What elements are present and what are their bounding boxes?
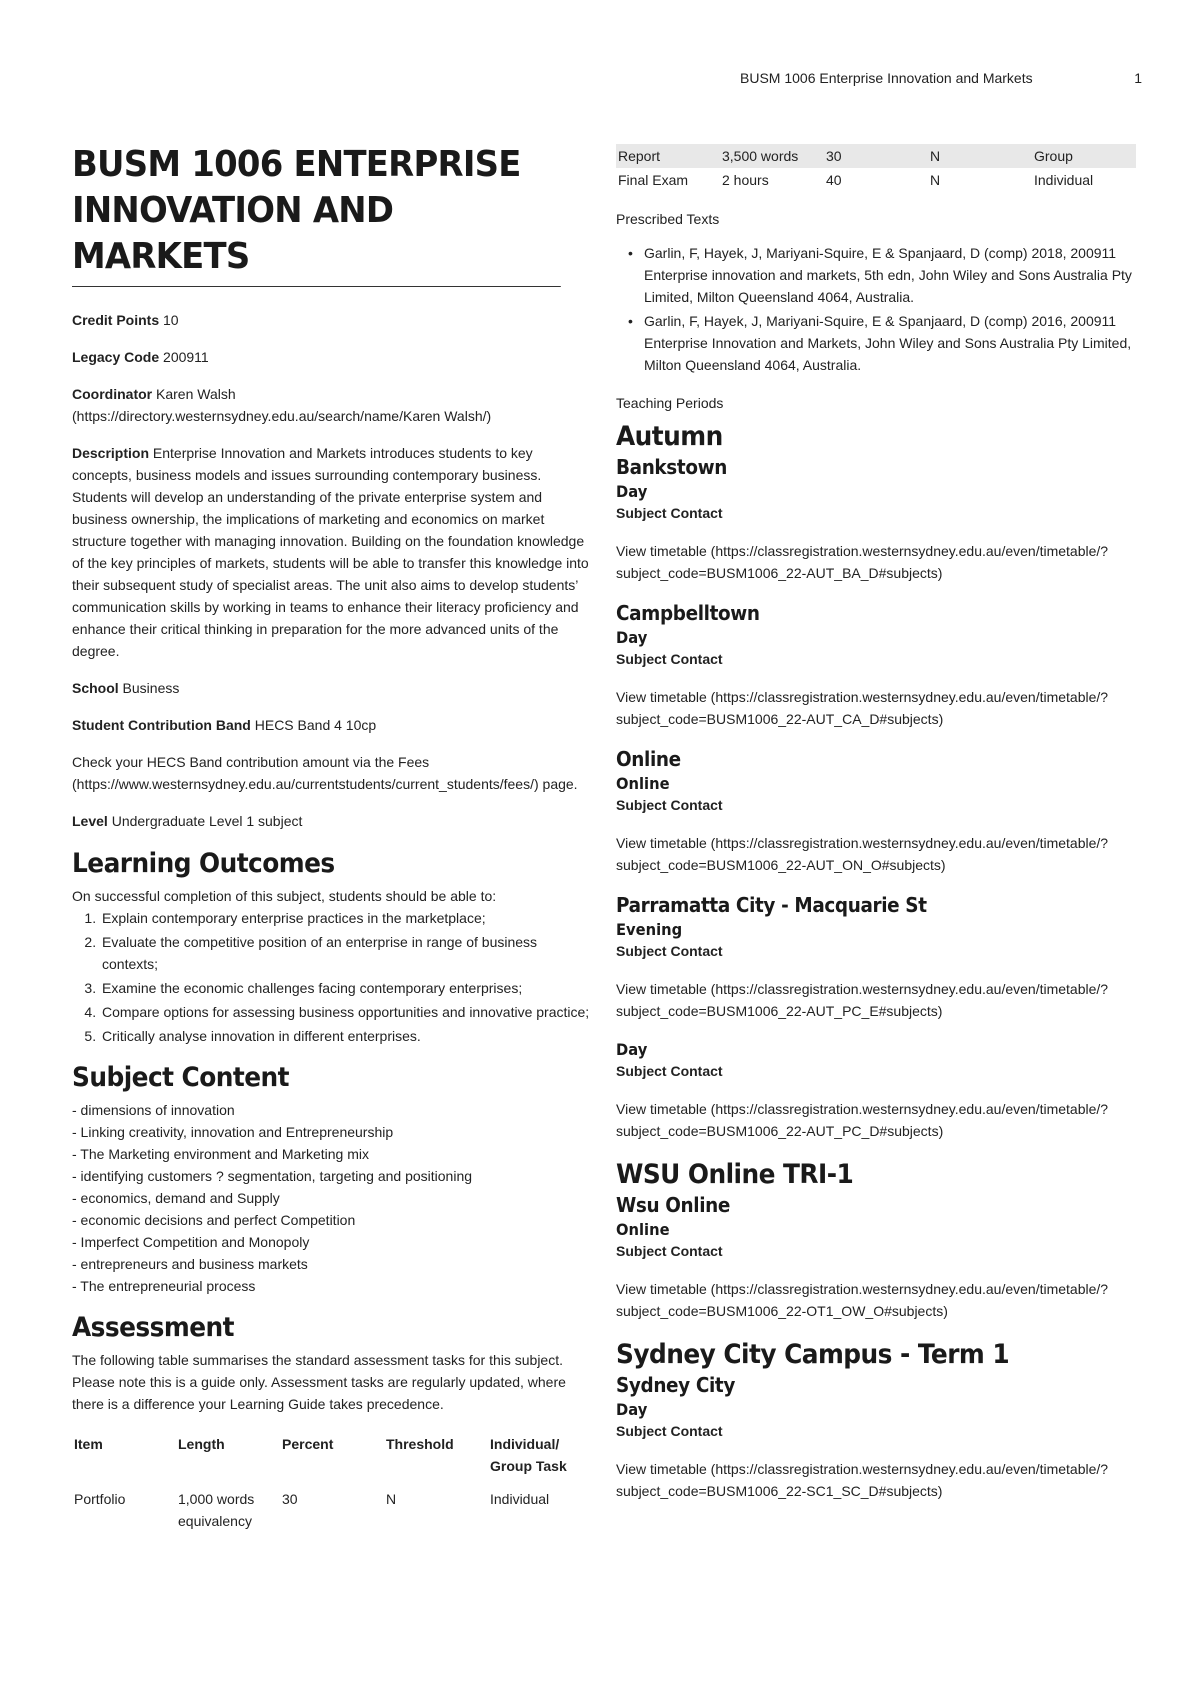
table-row: [616, 144, 1136, 168]
list-item: • Garlin, F, Hayek, J, Mariyani-Squire, E & Spanjaard, D (comp) 2018, 200911 Enterprise innovation and markets, 5th edn, John Wiley and Sons Australia Pty Limited, Milton Queensland 4064, Australia.: [616, 242, 1136, 308]
list-item: 5. Critically analyse innovation in different enterprises.: [100, 1025, 592, 1047]
prescribed-texts-label: Prescribed Texts: [616, 211, 720, 227]
level-field: [72, 810, 592, 832]
column-header: Item: [74, 1436, 103, 1452]
table-cell: 1,000 words equivalency: [178, 1491, 255, 1529]
campus-block-online: [616, 746, 1136, 876]
table-cell: 40: [826, 172, 842, 188]
timetable-link[interactable]: View timetable (https://classregistration.westernsydney.edu.au/even/timetable/?subject_code=BUSM1006_22-AUT_BA_D#subjects): [616, 543, 1109, 581]
field-value: Business: [118, 680, 180, 696]
field-label: Description: [72, 445, 150, 461]
credit-points-field: [72, 309, 592, 331]
timetable-link[interactable]: View timetable (https://classregistration.westernsydney.edu.au/even/timetable/?subject_code=BUSM1006_22-AUT_ON_O#subjects): [616, 835, 1109, 873]
legacy-code-field: [72, 346, 592, 368]
list-item: 4. Compare options for assessing business opportunities and innovative practice;: [100, 1001, 592, 1023]
field-label: Student Contribution Band: [72, 717, 251, 733]
table-row: [72, 1485, 592, 1535]
campus-heading: Sydney City: [616, 1373, 735, 1397]
campus-heading: Parramatta City - Macquarie St: [616, 893, 927, 917]
table-cell: 30: [282, 1491, 298, 1507]
timetable-link[interactable]: View timetable (https://classregistration.westernsydney.edu.au/even/timetable/?subject_code=BUSM1006_22-AUT_PC_E#subjects): [616, 981, 1109, 1019]
field-label: Level: [72, 813, 108, 829]
table-cell: 2 hours: [722, 172, 769, 188]
list-item: - entrepreneurs and business markets: [72, 1256, 308, 1272]
learning-outcomes-list: [72, 907, 592, 1047]
campus-block-sydney-city: [616, 1372, 1136, 1502]
column-header: Threshold: [386, 1436, 454, 1452]
assessment-table: [72, 1430, 592, 1535]
table-cell: 3,500 words: [720, 144, 824, 168]
table-header-row: [72, 1430, 592, 1485]
timetable-link[interactable]: View timetable (https://classregistration.westernsydney.edu.au/even/timetable/?subject_code=BUSM1006_22-AUT_PC_D#subjects): [616, 1101, 1109, 1139]
table-cell: Portfolio: [74, 1491, 126, 1507]
field-label: Legacy Code: [72, 349, 160, 365]
column-header: Length: [178, 1436, 225, 1452]
fees-link[interactable]: Check your HECS Band contribution amount via the Fees (https://www.westernsydney.edu.au/currentstudents/current_students/fees/) page.: [72, 754, 578, 792]
mode-heading: Evening: [616, 920, 683, 939]
mode-heading: Online: [616, 1220, 670, 1239]
period-heading-wsu-online: WSU Online TRI-1: [616, 1159, 854, 1190]
table-cell: Final Exam: [618, 172, 689, 188]
field-value: 10: [159, 312, 179, 328]
timetable-link[interactable]: View timetable (https://classregistration.westernsydney.edu.au/even/timetable/?subject_code=BUSM1006_22-AUT_CA_D#subjects): [616, 689, 1109, 727]
running-header: [740, 70, 1142, 86]
list-item: - dimensions of innovation: [72, 1102, 235, 1118]
coordinator-field: [72, 383, 592, 427]
mode-heading: Online: [616, 774, 670, 793]
field-label: Coordinator: [72, 386, 153, 402]
right-column: [616, 144, 1136, 1518]
school-field: [72, 677, 592, 699]
timetable-link[interactable]: View timetable (https://classregistration.westernsydney.edu.au/even/timetable/?subject_code=BUSM1006_22-OT1_OW_O#subjects): [616, 1281, 1109, 1319]
list-item: - The Marketing environment and Marketing mix: [72, 1146, 369, 1162]
field-label: School: [72, 680, 119, 696]
table-row: [616, 168, 1136, 192]
subject-contact-label: Subject Contact: [616, 505, 723, 521]
running-title: BUSM 1006 Enterprise Innovation and Markets: [740, 70, 1033, 86]
field-value: Enterprise Innovation and Markets introduces students to key concepts, business models and issues surrounding contemporary business. Students will develop an understanding of the private enterprise system and business ownership, the implications of marketing and economics on market structure together with managing innovation. Building on the foundation knowledge of the key principles of markets, students will be able to transfer this knowledge into their subsequent study of specialist areas. The unit also aims to develop students’ communication skills by working in teams to enhance their literacy proficiency and enhance their critical thinking in preparation for the more advanced units of the degree.: [72, 445, 589, 659]
subject-contact-label: Subject Contact: [616, 1063, 723, 1079]
column-header: Percent: [282, 1436, 334, 1452]
left-column: [72, 142, 592, 1535]
assessment-intro: The following table summarises the standard assessment tasks for this subject. Please note this is a guide only. Assessment tasks are regularly updated, where there is a difference your Learning Guide takes precedence.: [72, 1352, 566, 1412]
table-cell: Individual: [1034, 172, 1094, 188]
field-value: 200911: [159, 349, 209, 365]
period-heading-autumn: Autumn: [616, 421, 723, 452]
assessment-table-continued: [616, 144, 1136, 192]
campus-block-campbelltown: [616, 600, 1136, 730]
teaching-periods-label: Teaching Periods: [616, 395, 724, 411]
subject-contact-label: Subject Contact: [616, 797, 723, 813]
table-cell: 30: [824, 144, 928, 168]
list-item: - economic decisions and perfect Competition: [72, 1212, 356, 1228]
campus-heading: Wsu Online: [616, 1193, 731, 1217]
campus-heading: Online: [616, 747, 681, 771]
mode-heading: Day: [616, 1040, 648, 1059]
field-label: Credit Points: [72, 312, 160, 328]
subject-content-list: [72, 1099, 592, 1297]
list-item: 2. Evaluate the competitive position of an enterprise in range of business contexts;: [100, 931, 592, 975]
assessment-heading: Assessment: [72, 1312, 234, 1343]
subject-content-heading: Subject Content: [72, 1062, 289, 1093]
list-item: 3. Examine the economic challenges facing contemporary enterprises;: [100, 977, 592, 999]
list-item: - identifying customers ? segmentation, targeting and positioning: [72, 1168, 473, 1184]
table-cell: N: [386, 1491, 397, 1507]
list-item: • Garlin, F, Hayek, J, Mariyani-Squire, E & Spanjaard, D (comp) 2016, 200911 Enterprise Innovation and Markets, John Wiley and Sons Australia Pty Limited, Milton Queensland 4064, Australia.: [616, 310, 1136, 376]
campus-heading: Campbelltown: [616, 601, 760, 625]
list-item: - The entrepreneurial process: [72, 1278, 256, 1294]
learning-outcomes-intro: On successful completion of this subject, students should be able to:: [72, 888, 497, 904]
campus-block-parramatta: [616, 892, 1136, 1142]
mode-heading: Day: [616, 628, 648, 647]
learning-outcomes-heading: Learning Outcomes: [72, 848, 335, 879]
band-field: [72, 714, 592, 736]
table-cell: Group: [1032, 144, 1136, 168]
timetable-link[interactable]: View timetable (https://classregistration.westernsydney.edu.au/even/timetable/?subject_code=BUSM1006_22-SC1_SC_D#subjects): [616, 1461, 1109, 1499]
campus-block-wsu-online: [616, 1192, 1136, 1322]
table-cell: N: [930, 172, 941, 188]
list-item: - Linking creativity, innovation and Entrepreneurship: [72, 1124, 394, 1140]
subject-contact-label: Subject Contact: [616, 943, 723, 959]
campus-block-bankstown: [616, 454, 1136, 584]
campus-heading: Bankstown: [616, 455, 727, 479]
page-title: BUSM 1006 ENTERPRISE INNOVATION AND MARKETS: [72, 142, 561, 287]
subject-contact-label: Subject Contact: [616, 651, 723, 667]
subject-contact-label: Subject Contact: [616, 1423, 723, 1439]
column-header: Individual/ Group Task: [490, 1436, 567, 1474]
period-heading-sydney-city: Sydney City Campus - Term 1: [616, 1339, 1010, 1370]
prescribed-texts-list: [616, 242, 1136, 376]
coordinator-link[interactable]: Karen Walsh (https://directory.westernsydney.edu.au/search/name/Karen Walsh/): [72, 386, 492, 424]
field-value: Undergraduate Level 1 subject: [107, 813, 303, 829]
table-cell: Report: [616, 144, 720, 168]
mode-heading: Day: [616, 482, 648, 501]
mode-heading: Day: [616, 1400, 648, 1419]
description-field: [72, 442, 592, 662]
list-item: - Imperfect Competition and Monopoly: [72, 1234, 310, 1250]
table-cell: N: [928, 144, 1032, 168]
list-item: - economics, demand and Supply: [72, 1190, 280, 1206]
field-value: HECS Band 4 10cp: [250, 717, 377, 733]
list-item: 1. Explain contemporary enterprise practices in the marketplace;: [100, 907, 592, 929]
page-number: 1: [1134, 70, 1142, 86]
table-cell: Individual: [490, 1491, 550, 1507]
subject-contact-label: Subject Contact: [616, 1243, 723, 1259]
